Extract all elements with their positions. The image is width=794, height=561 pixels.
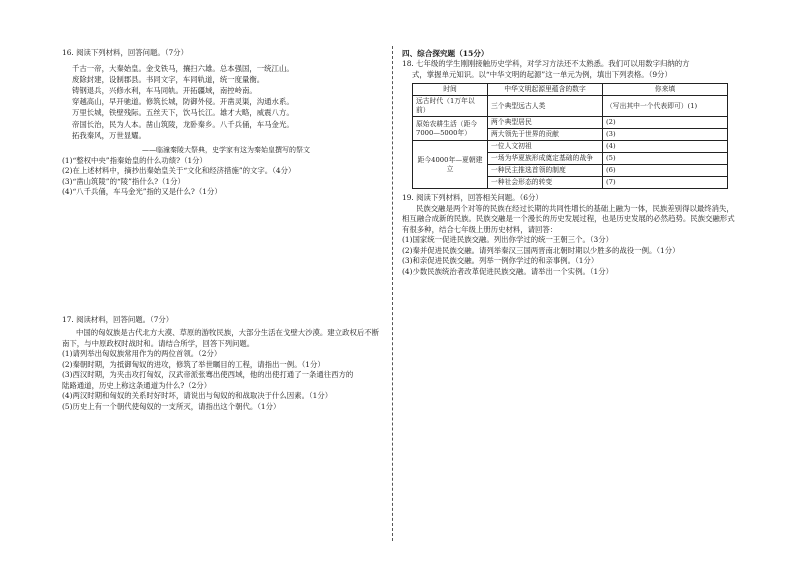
table-header-cell: 你来填 [603,84,728,96]
q16-poem-line: 铸钢退兵，兴修水利，车马同轨。开拓疆域，南控岭南。 [72,85,257,95]
table-cell-digit: 三个典型远古人类 [488,96,603,117]
q17-header: 17. 阅读材料，回答问题。（7分） [62,314,174,324]
q16-header: 16. 阅读下列材料，回答问题。（7分） [62,48,188,57]
q16-poem-line: 千古一帝，大秦始皇。金戈铁马，攘扫六雄。总本强国，一统江山。 [72,63,294,73]
q16-item: (1)“整权中央”指秦始皇的什么功绩?（1分） [62,155,207,165]
q16-poem-line: 拓我秦风，万世显耀。 [72,130,146,140]
q19-material: 民族交融是两个对等的民族在经过长期的共同性增长的基础上融为一体，民族差别得以最终消失，相互融合成新的民族。民族交融是一个漫长的历史发展过程，也是历史发展的必然趋势。民族交融形式有很多种，结合七年级上册历史材料，请回答： [402,203,735,234]
left-column [62,48,384,412]
table-cell-time: 距今4000年—夏朝建立 [413,141,488,189]
q16-item: (4)“八千兵俑，车马金光”指的又是什么?（1分） [62,187,222,197]
right-column [402,48,740,277]
q16-source: ——临潼秦陵大祭典，史学家有这为秦始皇撰写的祭文 [142,145,310,154]
q16-poem-line: 帝国长治，民为人本。凿山筑陵，龙卧秦乡。八千兵俑，车马金光。 [72,119,294,129]
table-cell-fill: (2) [603,117,728,129]
q16-poem-line: 废除封建，设制郡县。书同文字，车同轨道，统一度量衡。 [72,74,265,84]
table-cell-digit: 两大领先于世界的贡献 [488,129,603,141]
q17-item: (1)请列举出匈奴族常用作为的两位首领。（2分） [62,349,222,359]
table-cell-digit: 一种社会形态的转变 [488,177,603,189]
table-cell-time: 远古时代（1万年以前） [413,96,488,117]
table-cell-fill: (4) [603,141,728,153]
q19-item: (3)和亲促进民族交融。列举一例你学过的和亲事例。（1分） [402,256,599,265]
q16-item: (3)“凿山筑陵”的“陵”指什么?（1分） [62,176,185,186]
table-row [413,117,728,129]
q17-item: (5)历史上有一个朝代使匈奴的一支所灭，请指出这个朝代。（1分） [62,401,281,411]
table-cell-digit: 一场为华夏族形成奠定基础的战争 [488,153,603,165]
table-cell-fill: (3) [603,129,728,141]
q16-poem-line: 万里长城，铁壁残际。五丝天下，饮马长江。雄才大略，威震八方。 [72,108,294,118]
q17-item: (3)西汉时期，为夹击攻打匈奴，汉武帝派张骞出使西域，他的出使打通了一条通往西方的 [62,370,354,380]
table-header-row [413,84,728,96]
q17-item: (2)秦朝时期，为抵御匈奴的进攻，修筑了举世瞩目的工程，请指出一例。（1分） [62,359,325,369]
q19-item: (2)秦并促进民族交融。请列举秦汉三国两晋南北朝时期以少胜多的战役一例。（1分） [402,245,680,255]
table-cell-fill: (7) [603,177,728,189]
q19-item: (4)少数民族统治者改革促进民族交融。请举出一个实例。（1分） [402,266,614,276]
q18-header-cont: 式，掌握单元知识。以“中华文明的起源”这一单元为例，填出下列表格。（9分） [412,69,672,79]
q18-header: 18. 七年级的学生刚刚接触历史学科，对学习方法还不太熟悉。我们可以用数字归纳的方 [402,59,690,68]
q19-header: 19. 阅读下列材料，回答相关问题。（6分） [402,193,543,202]
q18-table [412,83,728,189]
column-divider [392,46,393,541]
table-header-cell: 中华文明起源里蕴含的数字 [488,84,603,96]
q17-item: (4)两汉时期和匈奴的关系时好时坏，请说出与匈奴的和战取决于什么因素。（1分） [62,391,333,401]
table-cell-digit: 一位人文初祖 [488,141,603,153]
q16-item: (2)在上述材料中，摘抄出秦始皇关于“文化和经济措施”的文字。（4分） [62,166,296,176]
q17-item: 陆路通道，历史上称这条通道为什么?（2分） [62,380,212,390]
q16-poem-line: 穿越高山，早开驰道。修筑长城，防御外侵。开凿灵渠，沟通水系。 [72,97,294,107]
table-cell-fill: （写出其中一个代表即可）(1) [603,96,728,117]
table-cell-time: 原始农耕生活（距今7000—5000年） [413,117,488,141]
q19-item: (1)国家统一促进民族交融。列出你学过的统一王朝三个。（3分） [402,235,614,244]
table-cell-fill: (5) [603,153,728,165]
table-cell-fill: (6) [603,165,728,177]
table-row [413,141,728,153]
section-title: 四、综合探究题（15分） [402,49,489,58]
table-row [413,96,728,117]
table-cell-digit: 一种民主推选首领的制度 [488,165,603,177]
table-header-cell: 时间 [413,84,488,96]
q17-material: 中国的匈奴族是古代北方大漠、草原的游牧民族，大部分生活在戈壁大沙漠。建立政权后不断南下，与中原政权时战时和。请结合所学，回答下列问题。 [62,328,380,348]
table-cell-digit: 两个典型居民 [488,117,603,129]
